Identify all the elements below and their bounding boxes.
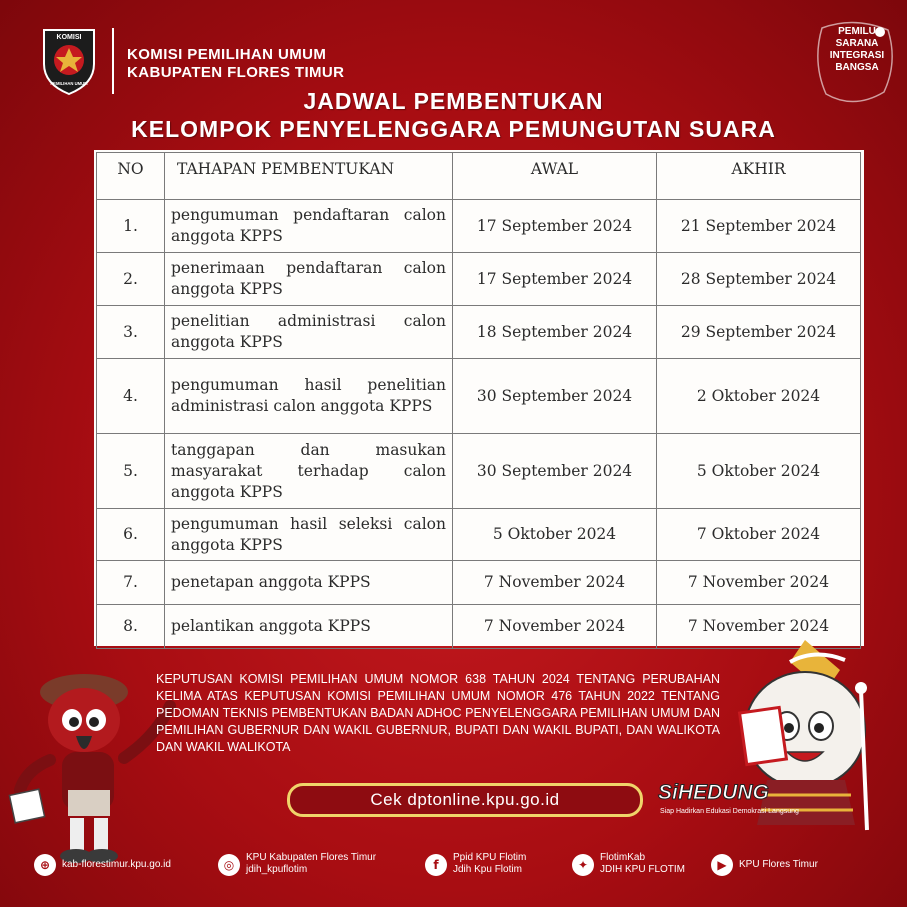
mascot-tagline: Siap Hadirkan Edukasi Demokrasi Langsung [660,808,799,815]
twitter-line-2: JDIH KPU FLOTIM [600,864,686,875]
row-end: 29 September 2024 [657,306,861,359]
row-no: 4. [97,359,165,434]
table-row [97,509,861,561]
row-start: 7 November 2024 [453,605,657,649]
row-stage: pelantikan anggota KPPS [165,605,453,649]
youtube-icon: ▶ [711,854,733,876]
twitter-text [600,852,685,876]
row-start: 17 September 2024 [453,253,657,306]
logo-text-bottom: PEMILIHAN UMUM [50,81,88,86]
row-end: 21 September 2024 [657,200,861,253]
row-no: 3. [97,306,165,359]
campaign-slogan [822,26,892,74]
row-no: 6. [97,509,165,561]
logo-text-top: KOMISI [56,34,82,41]
decree-text: KEPUTUSAN KOMISI PEMILIHAN UMUM NOMOR 638 TAHUN 2024 TENTANG PERUBAHAN KELIMA ATAS KEPUTUSAN KOMISI PEMILIHAN UMUM NOMOR 476 TAHUN 2022 TENTANG PEDOMAN TEKNIS PEMBENTUKAN BADAN ADHOC PENYELENGGARA PEMILIHAN UMUM DAN PEMILIHAN GUBERNUR DAN WAKIL GUBERNUR, BUPATI DAN WAKIL BUPATI, DAN WALIKOTA DAN WAKIL WALIKOTA [156,672,720,754]
header-no: NO [97,153,165,200]
org-name-line2: KABUPATEN FLORES TIMUR [127,64,345,81]
table-row [97,359,861,434]
page-title-line2: KELOMPOK PENYELENGGARA PEMUNGUTAN SUARA [131,116,776,142]
instagram-text [246,852,376,876]
row-end: 7 November 2024 [657,605,861,649]
cek-dpt-link[interactable]: Cek dptonline.kpu.go.id [287,783,643,817]
mascot-name: SiHEDUNG [658,781,769,804]
facebook-text [453,852,526,876]
row-start: 5 Oktober 2024 [453,509,657,561]
table-row [97,306,861,359]
table-row [97,253,861,306]
row-start: 17 September 2024 [453,200,657,253]
row-end: 5 Oktober 2024 [657,434,861,509]
row-start: 7 November 2024 [453,561,657,605]
header-end: AKHIR [657,153,861,200]
row-stage: pengumuman hasil seleksi calon anggota KPPS [165,509,453,561]
kpu-logo [36,24,102,96]
row-start: 30 September 2024 [453,434,657,509]
row-no: 8. [97,605,165,649]
instagram-icon: ◎ [218,854,240,876]
youtube-text: KPU Flores Timur [739,859,818,870]
row-end: 28 September 2024 [657,253,861,306]
row-end: 2 Oktober 2024 [657,359,861,434]
twitter-icon: ✦ [572,854,594,876]
instagram-line-2: jdih_kpuflotim [246,864,308,875]
row-stage: penerimaan pendaftaran calon anggota KPPS [165,253,453,306]
facebook-line-1: Ppid KPU Flotim [453,852,527,863]
row-stage: pengumuman pendaftaran calon anggota KPPS [165,200,453,253]
header-start: AWAL [453,153,657,200]
campaign-line-3: INTEGRASI [829,50,885,61]
row-stage: pengumuman hasil penelitian administrasi calon anggota KPPS [165,359,453,434]
row-start: 30 September 2024 [453,359,657,434]
campaign-line-4: BANGSA [835,62,879,73]
campaign-line-2: SARANA [835,38,879,49]
table-header-row [97,153,861,200]
row-end: 7 November 2024 [657,561,861,605]
row-stage: tanggapan dan masukan masyarakat terhadap calon anggota KPPS [165,434,453,509]
campaign-line-1: PEMILU [838,26,876,37]
row-stage: penetapan anggota KPPS [165,561,453,605]
header-stage: TAHAPAN PEMBENTUKAN [165,153,453,200]
instagram-line-1: KPU Kabupaten Flores Timur [246,852,377,863]
header-divider [112,28,114,94]
row-start: 18 September 2024 [453,306,657,359]
schedule-table [96,152,861,649]
website-text: kab-florestimur.kpu.go.id [62,859,171,870]
row-stage: penelitian administrasi calon anggota KPPS [165,306,453,359]
row-no: 5. [97,434,165,509]
table-row [97,561,861,605]
table-row [97,200,861,253]
page-title-line1: JADWAL PEMBENTUKAN [303,88,604,114]
table-row [97,434,861,509]
twitter-line-1: FlotimKab [600,852,646,863]
row-no: 7. [97,561,165,605]
schedule-table-panel [94,150,864,646]
row-no: 1. [97,200,165,253]
globe-icon: ⊕ [34,854,56,876]
org-name-line1: KOMISI PEMILIHAN UMUM [127,46,327,63]
facebook-icon: f [425,854,447,876]
facebook-line-2: Jdih Kpu Flotim [453,864,522,875]
row-no: 2. [97,253,165,306]
row-end: 7 Oktober 2024 [657,509,861,561]
